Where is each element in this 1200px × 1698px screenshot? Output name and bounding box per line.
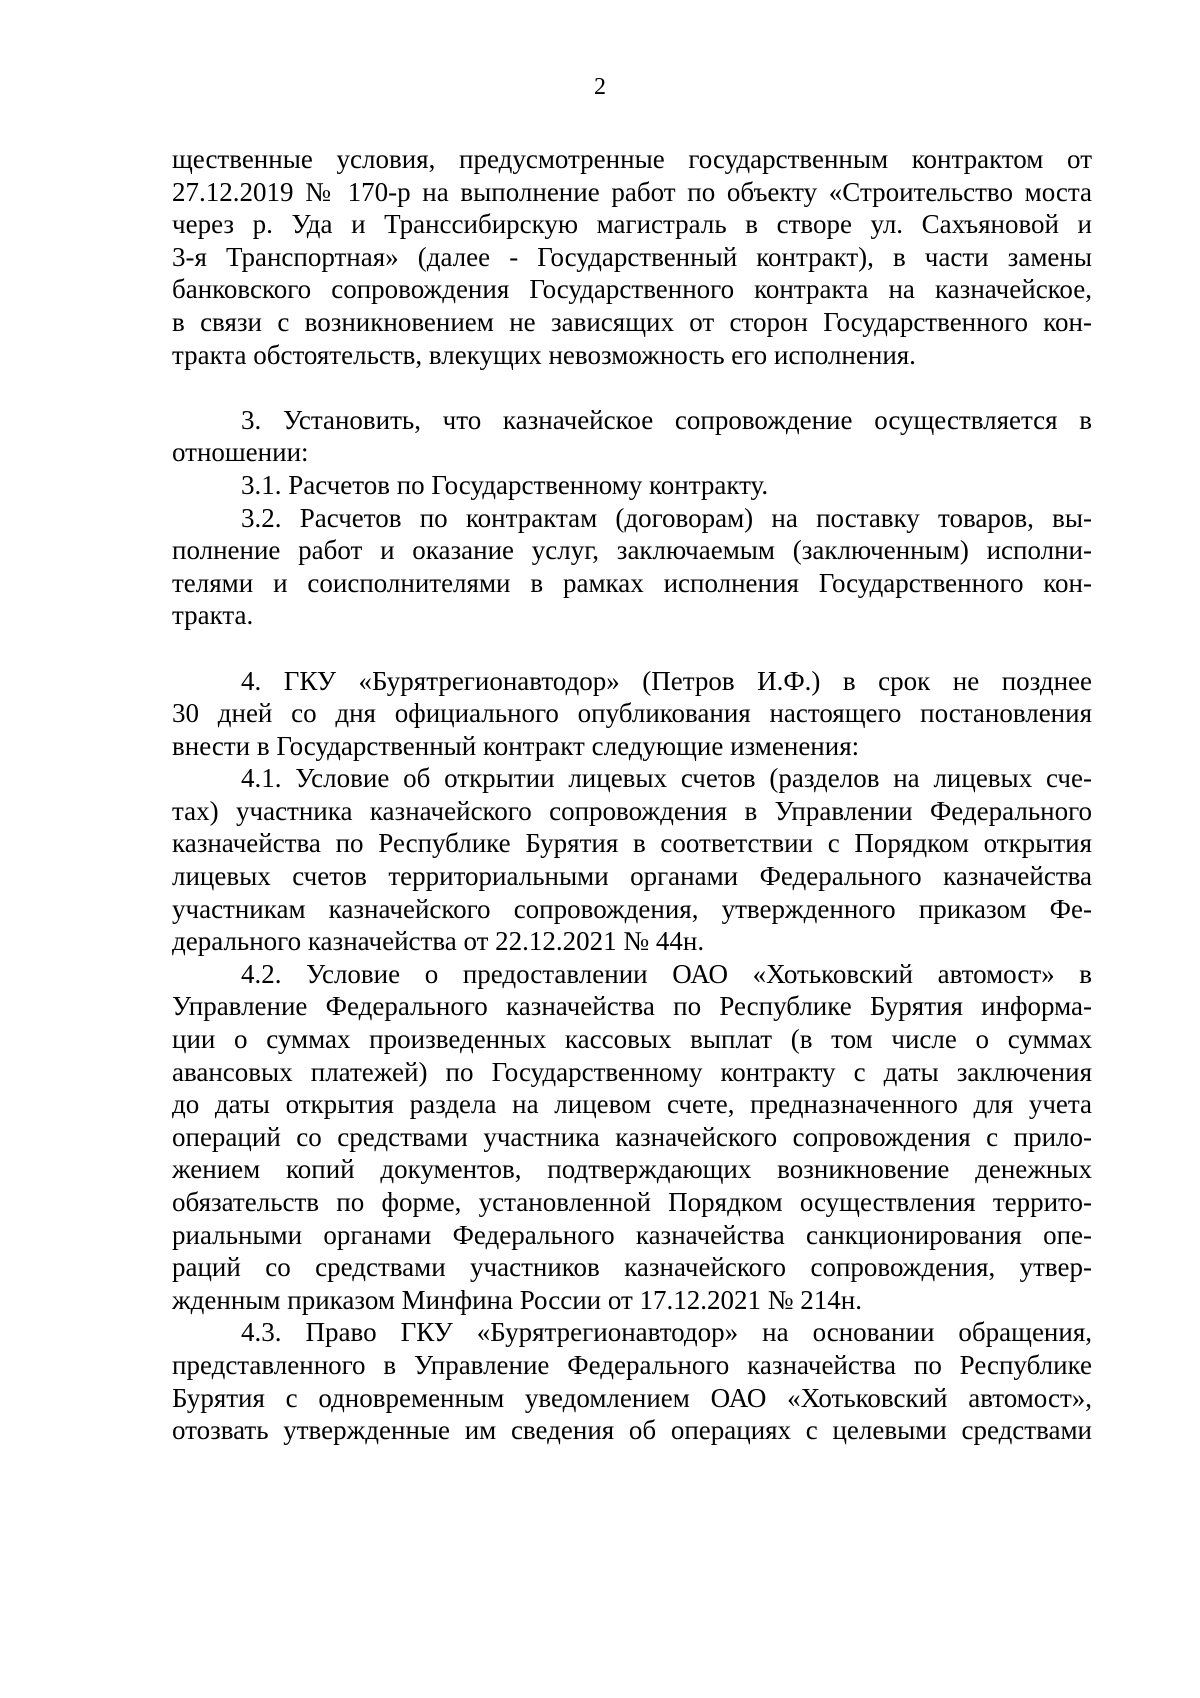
text-line: тракта обстоятельств, влекущих невозможность его исполнения. (172, 339, 916, 370)
text-line: через р. Уда и Транссибирскую магистраль в створе ул. Сахъяновой и (172, 209, 1092, 240)
text-line: полнение работ и оказание услуг, заключаемым (заключенным) исполни- (172, 535, 1092, 566)
text-line: 3.1. Расчетов по Государственному контракту. (241, 469, 769, 500)
text-line: 3.2. Расчетов по контрактам (договорам) на поставку товаров, вы- (241, 502, 1092, 533)
text-line: банковского сопровождения Государственного контракта на казначейское, (172, 274, 1092, 305)
text-line: 3. Установить, что казначейское сопровождение осуществляется в (241, 404, 1092, 435)
text-line: 27.12.2019 № 170-р на выполнение работ по объекту «Строительство моста (172, 176, 1092, 207)
text-line: в связи с возникновением не зависящих от сторон Государственного кон- (172, 306, 1092, 337)
text-line: 3-я Транспортная» (далее - Государственный контракт), в части замены (172, 241, 1092, 272)
text-line: дерального казначейства от 22.12.2021 № 44н. (172, 926, 705, 957)
text-line: обязательств по форме, установленной Порядком осуществления террито- (172, 1187, 1092, 1217)
document-body (172, 143, 1092, 1447)
text-line: операций со средствами участника казначейского сопровождения с прило- (172, 1121, 1092, 1152)
text-line: внести в Государственный контракт следующие изменения: (172, 730, 860, 761)
text-line: раций со средствами участников казначейского сопровождения, утвер- (172, 1252, 1092, 1283)
text-line: до даты открытия раздела на лицевом счете, предназначенного для учета (172, 1089, 1092, 1120)
text-line: жением копий документов, подтверждающих возникновение денежных (172, 1154, 1092, 1185)
text-line: 4. ГКУ «Бурятрегионавтодор» (Петров И.Ф.) в срок не позднее (241, 665, 1092, 696)
text-line: жденным приказом Минфина России от 17.12.2021 № 214н. (172, 1284, 862, 1315)
text-line: представленного в Управление Федерального казначейства по Республике (172, 1349, 1092, 1380)
paragraph-4 (172, 665, 1092, 763)
paragraph-4-3 (172, 1316, 1092, 1446)
text-line: щественные условия, предусмотренные государственным контрактом от (172, 144, 1092, 174)
paragraph-3 (172, 404, 1092, 469)
text-line: отношении: (172, 437, 309, 468)
text-line: Управление Федерального казначейства по Республике Бурятия информа- (172, 991, 1092, 1022)
paragraph-gap (172, 371, 1092, 404)
text-line: тракта. (172, 600, 254, 631)
text-line: телями и соисполнителями в рамках исполнения Государственного кон- (172, 567, 1092, 598)
paragraph-4-2 (172, 958, 1092, 1317)
paragraph-4-1 (172, 762, 1092, 958)
page-number: 2 (594, 74, 606, 100)
paragraph-2-continuation (172, 143, 1092, 371)
paragraph-gap (172, 632, 1092, 665)
paragraph-3-2 (172, 502, 1092, 632)
text-line: тах) участника казначейского сопровождения в Управлении Федерального (172, 795, 1092, 826)
text-line: авансовых платежей) по Государственному контракту с даты заключения (172, 1056, 1092, 1087)
paragraph-3-1 (172, 469, 1092, 502)
text-line: 4.3. Право ГКУ «Бурятрегионавтодор» на основании обращения, (241, 1317, 1092, 1348)
text-line: ции о суммах произведенных кассовых выплат (в том числе о суммах (172, 1024, 1092, 1055)
text-line: лицевых счетов территориальными органами Федерального казначейства (172, 861, 1092, 892)
text-line: 4.1. Условие об открытии лицевых счетов (разделов на лицевых сче- (241, 763, 1092, 794)
text-line: участникам казначейского сопровождения, утвержденного приказом Фе- (172, 893, 1092, 924)
text-line: отозвать утвержденные им сведения об операциях с целевыми средствами (172, 1415, 1092, 1446)
text-line: 4.2. Условие о предоставлении ОАО «Хотьковский автомост» в (241, 958, 1092, 989)
text-line: 30 дней со дня официального опубликования настоящего постановления (172, 698, 1092, 729)
text-line: риальными органами Федерального казначейства санкционирования опе- (172, 1219, 1092, 1250)
text-line: казначейства по Республике Бурятия в соответствии с Порядком открытия (172, 828, 1092, 859)
text-line: Бурятия с одновременным уведомлением ОАО «Хотьковский автомост», (172, 1382, 1092, 1413)
